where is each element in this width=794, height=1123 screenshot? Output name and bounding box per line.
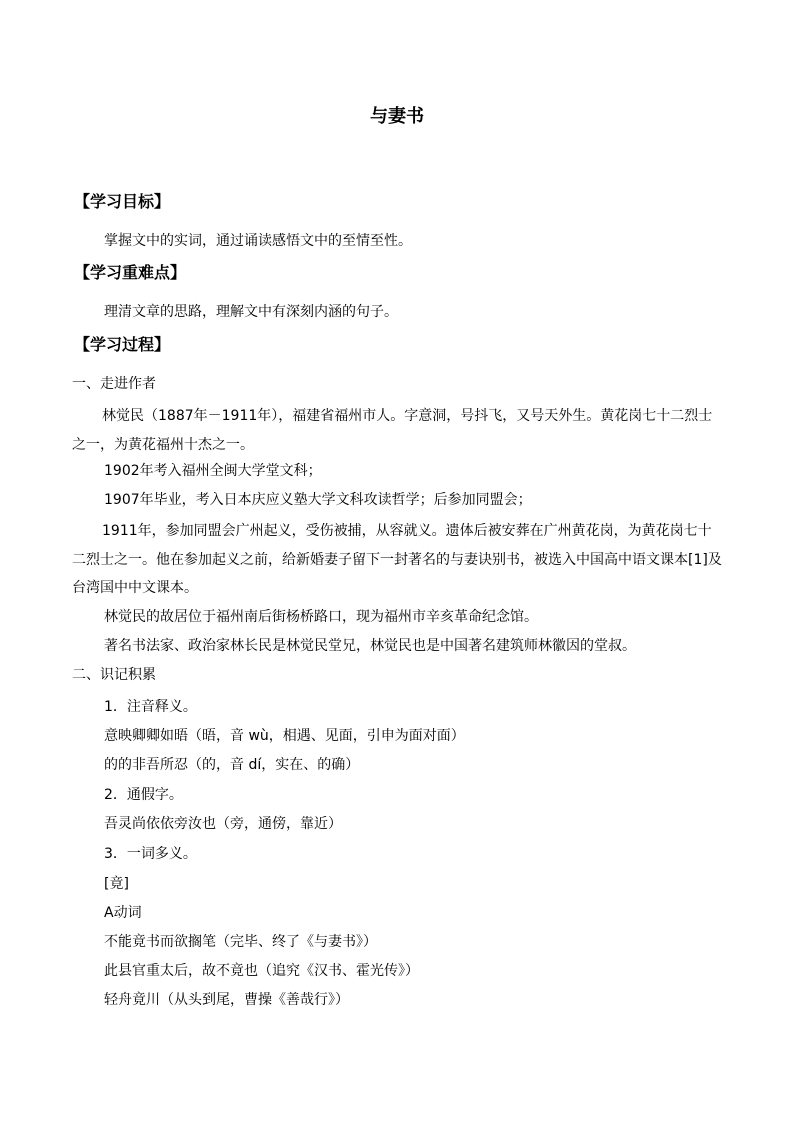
heading-learning-process: 【学习过程】 [74, 335, 171, 354]
section-1-title: 一、走进作者 [72, 376, 156, 392]
item-1-example-a: 意映卿卿如晤（晤，音 wù，相遇、见面，引申为面对面） [104, 728, 465, 744]
item-1-example-b: 的的非吾所忍（的，音 dí，实在、的确） [104, 757, 360, 773]
author-paragraph-4: 1911年，参加同盟会广州起义，受伤被捕，从容就义。遗体后被安葬在广州黄花岗，为黄花岗七十二烈士之一。他在参加起义之前，给新婚妻子留下一封著名的与妻诀别书，被选入中国高中语文课本[1]及台湾国中中文课本。 [72, 523, 722, 596]
author-paragraph-2: 1902年考入福州全闽大学堂文科； [104, 463, 322, 479]
item-3-word: [竟] [104, 876, 129, 892]
author-paragraph-1: 林觉民（1887年－1911年），福建省福州市人。字意洞，号抖飞，又号天外生。黄花岗七十二烈士之一，为黄花福州十杰之一。 [72, 408, 713, 453]
author-paragraph-6: 著名书法家、政治家林长民是林觉民堂兄，林觉民也是中国著名建筑师林徽因的堂叔。 [104, 638, 636, 654]
section-2-title: 二、识记积累 [72, 667, 156, 683]
author-paragraph-5: 林觉民的故居位于福州南后街杨桥路口，现为福州市辛亥革命纪念馆。 [104, 609, 538, 625]
author-paragraph-3: 1907年毕业，考入日本庆应义塾大学文科攻读哲学；后参加同盟会； [104, 492, 532, 508]
heading-key-difficulties: 【学习重难点】 [74, 263, 187, 282]
item-3-example-c: 轻舟竟川（从头到尾，曹操《善哉行》） [104, 992, 349, 1008]
page-title: 与妻书 [370, 106, 424, 127]
learning-goals-text: 掌握文中的实词，通过诵读感悟文中的至情至性。 [104, 233, 412, 249]
key-difficulties-text: 理清文章的思路，理解文中有深刻内涵的句子。 [104, 304, 398, 320]
item-2-example-a: 吾灵尚依依旁汝也（旁，通傍，靠近） [104, 816, 342, 832]
heading-learning-goals: 【学习目标】 [74, 192, 171, 211]
item-3-type: A动词 [104, 905, 142, 921]
item-2-heading: 2．通假字。 [104, 787, 183, 803]
item-3-example-a: 不能竟书而欲搁笔（完毕、终了《与妻书》） [104, 934, 377, 950]
item-1-heading: 1．注音释义。 [104, 699, 197, 715]
item-3-heading: 3．一词多义。 [104, 846, 197, 862]
item-3-example-b: 此县官重太后，故不竟也（追究《汉书、霍光传》） [104, 963, 419, 979]
